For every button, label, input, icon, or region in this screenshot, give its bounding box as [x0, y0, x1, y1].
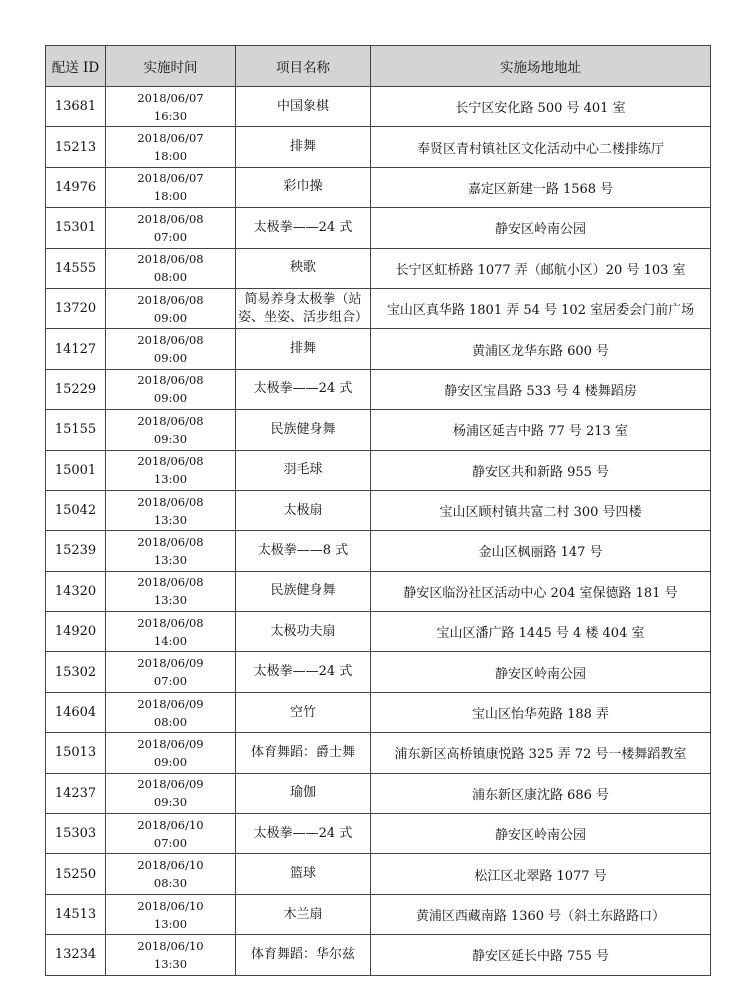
cell-delivery-id: 15213	[46, 127, 106, 167]
cell-delivery-id: 15301	[46, 208, 106, 248]
cell-date: 2018/06/08	[137, 252, 204, 267]
cell-delivery-id: 14237	[46, 773, 106, 813]
cell-venue-address: 奉贤区青村镇社区文化活动中心二楼排练厅	[371, 127, 711, 167]
table-row	[46, 814, 711, 854]
cell-clock-time: 14:00	[153, 633, 188, 648]
table-row	[46, 167, 711, 207]
cell-date: 2018/06/09	[137, 696, 204, 711]
cell-clock-time: 08:00	[153, 270, 188, 285]
cell-clock-time: 09:00	[153, 391, 188, 406]
cell-date: 2018/06/09	[137, 777, 204, 792]
cell-venue-address: 静安区岭南公园	[371, 652, 711, 692]
cell-venue-address: 长宁区安化路 500 号 401 室	[371, 87, 711, 127]
cell-delivery-id: 15042	[46, 490, 106, 530]
cell-project-name: 体育舞蹈：华尔兹	[236, 935, 371, 975]
cell-project-name: 羽毛球	[236, 450, 371, 490]
table-header	[46, 46, 711, 87]
cell-date: 2018/06/08	[137, 575, 204, 590]
cell-venue-address: 松江区北翠路 1077 号	[371, 854, 711, 894]
cell-project-name: 木兰扇	[236, 894, 371, 934]
cell-time	[106, 127, 236, 167]
cell-clock-time: 08:00	[153, 714, 188, 729]
table-row	[46, 894, 711, 934]
cell-venue-address: 浦东新区康沈路 686 号	[371, 773, 711, 813]
cell-venue-address: 静安区临汾社区活动中心 204 室保德路 181 号	[371, 571, 711, 611]
cell-delivery-id: 15229	[46, 369, 106, 409]
cell-venue-address: 嘉定区新建一路 1568 号	[371, 167, 711, 207]
cell-date: 2018/06/10	[137, 817, 204, 832]
cell-clock-time: 18:00	[153, 149, 188, 164]
cell-time	[106, 571, 236, 611]
cell-date: 2018/06/08	[137, 413, 204, 428]
cell-date: 2018/06/07	[137, 131, 204, 146]
table-row	[46, 935, 711, 975]
cell-date: 2018/06/08	[137, 454, 204, 469]
schedule-table	[45, 45, 711, 976]
table-row	[46, 733, 711, 773]
cell-project-name: 简易养身太极拳（站姿、坐姿、活步组合）	[236, 288, 371, 328]
cell-delivery-id: 14320	[46, 571, 106, 611]
cell-venue-address: 静安区延长中路 755 号	[371, 935, 711, 975]
cell-venue-address: 金山区枫丽路 147 号	[371, 531, 711, 571]
cell-time	[106, 87, 236, 127]
cell-clock-time: 09:30	[153, 795, 188, 810]
cell-project-name: 排舞	[236, 127, 371, 167]
table-row	[46, 248, 711, 288]
cell-clock-time: 09:00	[153, 310, 188, 325]
cell-time	[106, 450, 236, 490]
cell-time	[106, 773, 236, 813]
cell-project-name: 空竹	[236, 692, 371, 732]
table-row	[46, 127, 711, 167]
cell-date: 2018/06/10	[137, 938, 204, 953]
table-row	[46, 773, 711, 813]
cell-date: 2018/06/10	[137, 898, 204, 913]
cell-time	[106, 410, 236, 450]
cell-clock-time: 09:00	[153, 754, 188, 769]
cell-project-name: 体育舞蹈：爵士舞	[236, 733, 371, 773]
cell-time	[106, 935, 236, 975]
cell-venue-address: 静安区岭南公园	[371, 208, 711, 248]
cell-date: 2018/06/10	[137, 858, 204, 873]
cell-clock-time: 07:00	[153, 835, 188, 850]
cell-date: 2018/06/08	[137, 292, 204, 307]
cell-time	[106, 531, 236, 571]
cell-time	[106, 288, 236, 328]
cell-clock-time: 13:30	[153, 552, 188, 567]
cell-venue-address: 宝山区潘广路 1445 号 4 楼 404 室	[371, 612, 711, 652]
cell-venue-address: 静安区岭南公园	[371, 814, 711, 854]
table-row	[46, 369, 711, 409]
cell-project-name: 秧歌	[236, 248, 371, 288]
table-row	[46, 329, 711, 369]
cell-project-name: 排舞	[236, 329, 371, 369]
cell-date: 2018/06/09	[137, 736, 204, 751]
cell-delivery-id: 13720	[46, 288, 106, 328]
cell-delivery-id: 14127	[46, 329, 106, 369]
cell-time	[106, 692, 236, 732]
table-row	[46, 692, 711, 732]
table-row	[46, 410, 711, 450]
cell-venue-address: 黄浦区龙华东路 600 号	[371, 329, 711, 369]
table-row	[46, 531, 711, 571]
cell-delivery-id: 13681	[46, 87, 106, 127]
cell-venue-address: 静安区共和新路 955 号	[371, 450, 711, 490]
cell-time	[106, 369, 236, 409]
cell-date: 2018/06/08	[137, 373, 204, 388]
table-row	[46, 612, 711, 652]
cell-clock-time: 16:30	[153, 108, 188, 123]
table-body	[46, 87, 711, 976]
cell-project-name: 中国象棋	[236, 87, 371, 127]
cell-date: 2018/06/07	[137, 171, 204, 186]
header-delivery-id: 配送 ID	[46, 46, 106, 87]
table-row	[46, 571, 711, 611]
cell-time	[106, 490, 236, 530]
cell-delivery-id: 15155	[46, 410, 106, 450]
cell-project-name: 太极拳——24 式	[236, 208, 371, 248]
cell-time	[106, 329, 236, 369]
cell-time	[106, 652, 236, 692]
cell-date: 2018/06/08	[137, 494, 204, 509]
cell-delivery-id: 15250	[46, 854, 106, 894]
cell-date: 2018/06/08	[137, 534, 204, 549]
cell-delivery-id: 15302	[46, 652, 106, 692]
cell-clock-time: 13:00	[153, 472, 188, 487]
cell-venue-address: 宝山区真华路 1801 弄 54 号 102 室居委会门前广场	[371, 288, 711, 328]
cell-delivery-id: 14920	[46, 612, 106, 652]
cell-project-name: 太极拳——24 式	[236, 369, 371, 409]
cell-clock-time: 09:00	[153, 351, 188, 366]
cell-venue-address: 杨浦区延吉中路 77 号 213 室	[371, 410, 711, 450]
cell-delivery-id: 14555	[46, 248, 106, 288]
header-project-name: 项目名称	[236, 46, 371, 87]
cell-project-name: 民族健身舞	[236, 410, 371, 450]
table-row	[46, 652, 711, 692]
cell-delivery-id: 14604	[46, 692, 106, 732]
cell-project-name: 瑜伽	[236, 773, 371, 813]
cell-project-name: 篮球	[236, 854, 371, 894]
cell-time	[106, 208, 236, 248]
cell-venue-address: 宝山区顾村镇共富二村 300 号四楼	[371, 490, 711, 530]
cell-clock-time: 07:00	[153, 674, 188, 689]
cell-time	[106, 854, 236, 894]
cell-delivery-id: 13234	[46, 935, 106, 975]
header-row	[46, 46, 711, 87]
cell-clock-time: 08:30	[153, 876, 188, 891]
header-time: 实施时间	[106, 46, 236, 87]
header-venue-address: 实施场地地址	[371, 46, 711, 87]
cell-venue-address: 宝山区怡华苑路 188 弄	[371, 692, 711, 732]
cell-delivery-id: 15001	[46, 450, 106, 490]
table-row	[46, 208, 711, 248]
cell-clock-time: 13:00	[153, 916, 188, 931]
cell-time	[106, 814, 236, 854]
cell-project-name: 彩巾操	[236, 167, 371, 207]
cell-time	[106, 167, 236, 207]
cell-project-name: 太极扇	[236, 490, 371, 530]
table-row	[46, 854, 711, 894]
cell-date: 2018/06/08	[137, 615, 204, 630]
table-row	[46, 87, 711, 127]
table-row	[46, 288, 711, 328]
cell-venue-address: 浦东新区高桥镇康悦路 325 弄 72 号一楼舞蹈教室	[371, 733, 711, 773]
cell-time	[106, 733, 236, 773]
cell-date: 2018/06/08	[137, 211, 204, 226]
cell-delivery-id: 14513	[46, 894, 106, 934]
cell-project-name: 民族健身舞	[236, 571, 371, 611]
cell-date: 2018/06/08	[137, 333, 204, 348]
cell-date: 2018/06/07	[137, 90, 204, 105]
cell-clock-time: 07:00	[153, 229, 188, 244]
cell-clock-time: 13:30	[153, 593, 188, 608]
table-row	[46, 490, 711, 530]
cell-delivery-id: 15239	[46, 531, 106, 571]
cell-clock-time: 09:30	[153, 431, 188, 446]
cell-project-name: 太极拳——24 式	[236, 652, 371, 692]
cell-delivery-id: 15303	[46, 814, 106, 854]
cell-delivery-id: 14976	[46, 167, 106, 207]
cell-delivery-id: 15013	[46, 733, 106, 773]
cell-project-name: 太极功夫扇	[236, 612, 371, 652]
cell-venue-address: 黄浦区西藏南路 1360 号（斜土东路路口）	[371, 894, 711, 934]
table-row	[46, 450, 711, 490]
cell-venue-address: 静安区宝昌路 533 号 4 楼舞蹈房	[371, 369, 711, 409]
cell-venue-address: 长宁区虹桥路 1077 弄（邮航小区）20 号 103 室	[371, 248, 711, 288]
cell-date: 2018/06/09	[137, 656, 204, 671]
cell-clock-time: 13:30	[153, 956, 188, 971]
cell-project-name: 太极拳——24 式	[236, 814, 371, 854]
cell-clock-time: 13:30	[153, 512, 188, 527]
cell-time	[106, 612, 236, 652]
cell-time	[106, 248, 236, 288]
cell-project-name: 太极拳——8 式	[236, 531, 371, 571]
cell-time	[106, 894, 236, 934]
cell-clock-time: 18:00	[153, 189, 188, 204]
